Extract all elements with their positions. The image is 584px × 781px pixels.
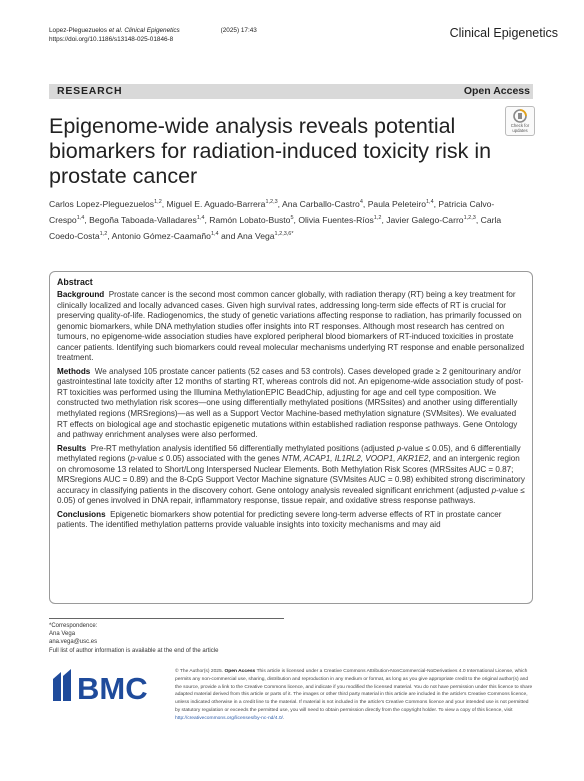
correspondence-label: *Correspondence: bbox=[49, 623, 98, 629]
author[interactable] bbox=[237, 231, 293, 241]
author-name: Patricia Calvo-Crespo bbox=[49, 198, 495, 225]
author[interactable] bbox=[209, 215, 293, 225]
author-affiliation: 4 bbox=[359, 199, 363, 205]
author-name: Begoña Taboada-Valladares bbox=[89, 214, 197, 225]
author-name: Javier Galego-Carro bbox=[386, 214, 464, 225]
article-title: Epigenome-wide analysis reveals potential biomarkers for radiation-induced toxicity risk in prostate cancer bbox=[49, 114, 492, 188]
author-name: Ana Carballo-Castro bbox=[281, 198, 360, 209]
bmc-logo-text: BMC bbox=[77, 671, 148, 706]
conclusions-text: Epigenetic biomarkers show potential for predicting severe long-term adverse effects of RT in prostate cancer patients. The identified methylation patterns provide valuable insights into toxicity mechanisms and may aid bbox=[57, 509, 502, 530]
results-text-2: -value ≤ 0.05), and 6 differentially methylated regions ( bbox=[57, 443, 521, 464]
author[interactable] bbox=[386, 215, 476, 225]
abstract-box bbox=[49, 271, 533, 604]
author-name: Antonio Gómez-Caamaño bbox=[111, 230, 211, 241]
correspondence-name: Ana Vega bbox=[49, 631, 76, 638]
abstract-results bbox=[57, 444, 525, 507]
background-text: Prostate cancer is the second most common cancer globally, with radiation therapy (RT) being a key treatment for clinically localized and locally advanced cases. Given high survival rates, addressing long-term side effects of RT is crucial for preserving quality-of-life. Radiogenomics, the study of genetic variations affecting response to radiation, has primarily focussed on genomic biomarkers, while DNA methylation studies offer insights into RT responses. Although most research has centred on tumours, no epigenome-wide association studies have explored peripheral blood biomarkers of RT-induced toxicities in prostate cancer patients. Identifying such biomarkers could reveal molecular mechanisms underlying RT response and enable personalized treatment. bbox=[57, 290, 525, 363]
results-text-3: -value ≤ 0.05) associated with the genes bbox=[134, 454, 282, 464]
article-type: RESEARCH bbox=[57, 85, 123, 97]
results-text-4: , and an intergenic region on chromosome 13 related to Short/Long Interspersed Nuclear Elements. Both Methylation Risk Scores (MRSsites AUC = 0.87; MRSregions AUC = 0.89) and the 8-CpG Support Vector Machine signature (SVMsites AUC = 0.98) exhibited strong discriminatory accuracy in classifying patients in the discovery cohort. Gene ontology analysis revealed significant enrichment (adjusted bbox=[57, 454, 525, 495]
abstract-heading: Abstract bbox=[57, 277, 93, 287]
author-name: Ana Vega bbox=[237, 230, 275, 241]
abstract-conclusions bbox=[57, 510, 525, 531]
author-affiliation: 1,4 bbox=[425, 199, 434, 205]
author[interactable] bbox=[49, 199, 162, 209]
author-affiliation: 1,2 bbox=[373, 214, 382, 221]
results-label: Results bbox=[57, 443, 87, 453]
correspondence-email[interactable]: ana.vega@usc.es bbox=[49, 639, 98, 646]
author-affiliation: 1,2,3 bbox=[463, 214, 476, 221]
author[interactable] bbox=[89, 215, 204, 225]
methods-label: Methods bbox=[57, 366, 91, 376]
article-type-bar bbox=[49, 84, 533, 99]
author[interactable] bbox=[112, 231, 219, 241]
background-label: Background bbox=[57, 290, 105, 299]
author-name: Olivia Fuentes-Ríos bbox=[298, 214, 374, 225]
open-access-label: Open Access bbox=[463, 85, 530, 97]
author-affiliation: 1,4 bbox=[210, 230, 219, 237]
results-genes: NTM, ACAP1, IL1RL2, VOOP1, AKR1E2 bbox=[281, 454, 429, 464]
author-name: Ramón Lobato-Busto bbox=[209, 214, 291, 225]
header-journal-short: Clinical Epigenetics bbox=[124, 27, 180, 34]
header-author: Lopez-Pleguezuelos bbox=[49, 27, 107, 34]
results-p-2: p bbox=[130, 454, 135, 464]
author-info-note: Full list of author information is available at the end of the article bbox=[49, 647, 219, 654]
conclusions-label: Conclusions bbox=[57, 509, 106, 519]
badge-line2: updates bbox=[512, 127, 528, 133]
methods-text: We analysed 105 prostate cancer patients (52 cases and 53 controls). Cases developed grade ≥ 2 genitourinary and/or gastrointestinal late toxicity after 12 months of starting RT, whereas controls did not. An epigenome-wide association study of post-RT toxicities was performed using the Illumina MethylationEPIC BeadChip, adjusting for age and cell type composition. We constructed two methylation risk scores—one using differentially methylated positions (MRSsites) and another using differentially methylated regions (MRSregions)—as well as a Support Vector Machine-based methylation signature (SVMsites). We evaluated RT effects on biological age and stochastic epigenetic mutations within established radiation response pathways. Gene Ontology and pathway enrichment analyses were also performed. bbox=[57, 366, 524, 440]
running-header bbox=[49, 26, 257, 44]
doi-link[interactable]: https://doi.org/10.1186/s13148-025-01846-8 bbox=[49, 36, 174, 43]
badge-line1: Check for bbox=[510, 123, 530, 128]
license-text: This article is licensed under a Creative Commons Attribution-NonCommercial-NoDerivatives 4.0 International License, which permits any non-commercial use, sharing, distribution and reproduction in any medium or format, as long as you give appropriate credit to the original author(s) and the source, provide a link to the Creative Commons licence, and indicate if you modified the licensed material. You do not have permission under this licence to share adapted material derived from this article or parts of it. The images or other third party material in this article are included in the article's Creative Commons licence, unless indicated otherwise in a credit line to the material. If material is not included in the article's Creative Commons licence and your intended use is not permitted by statutory regulation or exceeds the permitted use, you will need to obtain permission directly from the copyright holder. To view a copy of this licence, visit bbox=[175, 669, 533, 713]
journal-name: Clinical Epigenetics bbox=[449, 26, 558, 40]
author-affiliation: 5 bbox=[290, 214, 294, 221]
license-oa-label: Open Access bbox=[224, 669, 256, 674]
author-affiliation: 1,2 bbox=[154, 199, 162, 205]
check-for-updates-badge[interactable] bbox=[505, 106, 535, 136]
author[interactable] bbox=[368, 199, 434, 209]
copyright: © The Author(s) 2025. bbox=[175, 669, 224, 674]
author-affiliation: 1,2,3 bbox=[265, 199, 278, 205]
author-name: Miguel E. Aguado-Barrera bbox=[166, 198, 266, 209]
results-text-5: -value ≤ 0.05) of genes involved in DNA repair, inflammatory response, tissue repair, and oxidative stress response pathways. bbox=[57, 485, 525, 506]
correspondence bbox=[49, 618, 284, 655]
license-statement bbox=[175, 668, 533, 723]
author-affiliation: 1,4 bbox=[76, 214, 85, 221]
abstract-methods bbox=[57, 367, 525, 441]
author-name: Paula Peleteiro bbox=[367, 198, 426, 209]
license-end: . bbox=[282, 715, 285, 721]
author-list: Carlos Lopez-Pleguezuelos$^{1,2}$, Miguel E. Aguado-Barrera$^{1,2,3}$, Ana Carballo-Castro$^4$, Paula Peleteiro$^{1,4}$, Patricia Calvo-Crespo$^{1,4}$, Begoña Taboada-Valladares$^{1,4}$, Ramón Lobato-Busto$^5$, Olivia Fuentes-Ríos$^{1,2}$, Javier Galego-Carro$^{1,2,3}$, Carla Coedo-Costa$^{1,2}$, Antonio Gómez-Caamaño$^{1,4}$ and Ana Vega$^{1,2,3,6*}$ bbox=[49, 198, 502, 241]
bmc-logo bbox=[49, 668, 163, 706]
license-link[interactable]: http://creativecommons.org/licenses/by-nc-nd/4.0/ bbox=[175, 715, 283, 721]
author-affiliation: 1,2,3,6* bbox=[274, 230, 294, 237]
author-name: Carlos Lopez-Pleguezuelos bbox=[49, 198, 155, 209]
author-affiliation: 1,4 bbox=[196, 214, 205, 221]
author-affiliation: 1,2 bbox=[99, 230, 108, 237]
results-text-1: Pre-RT methylation analysis identified 56 differentially methylated positions (adjusted bbox=[90, 443, 397, 453]
author[interactable] bbox=[298, 215, 381, 225]
abstract-background bbox=[57, 290, 525, 364]
author[interactable] bbox=[167, 199, 278, 209]
check-updates-icon bbox=[513, 109, 527, 123]
author-name: Carla Coedo-Costa bbox=[49, 214, 502, 241]
results-p-3: p bbox=[491, 485, 497, 495]
results-p-1: p bbox=[396, 443, 402, 453]
header-citation: (2025) 17:43 bbox=[220, 27, 257, 34]
header-etal: et al. bbox=[108, 27, 123, 34]
author[interactable] bbox=[282, 199, 363, 209]
